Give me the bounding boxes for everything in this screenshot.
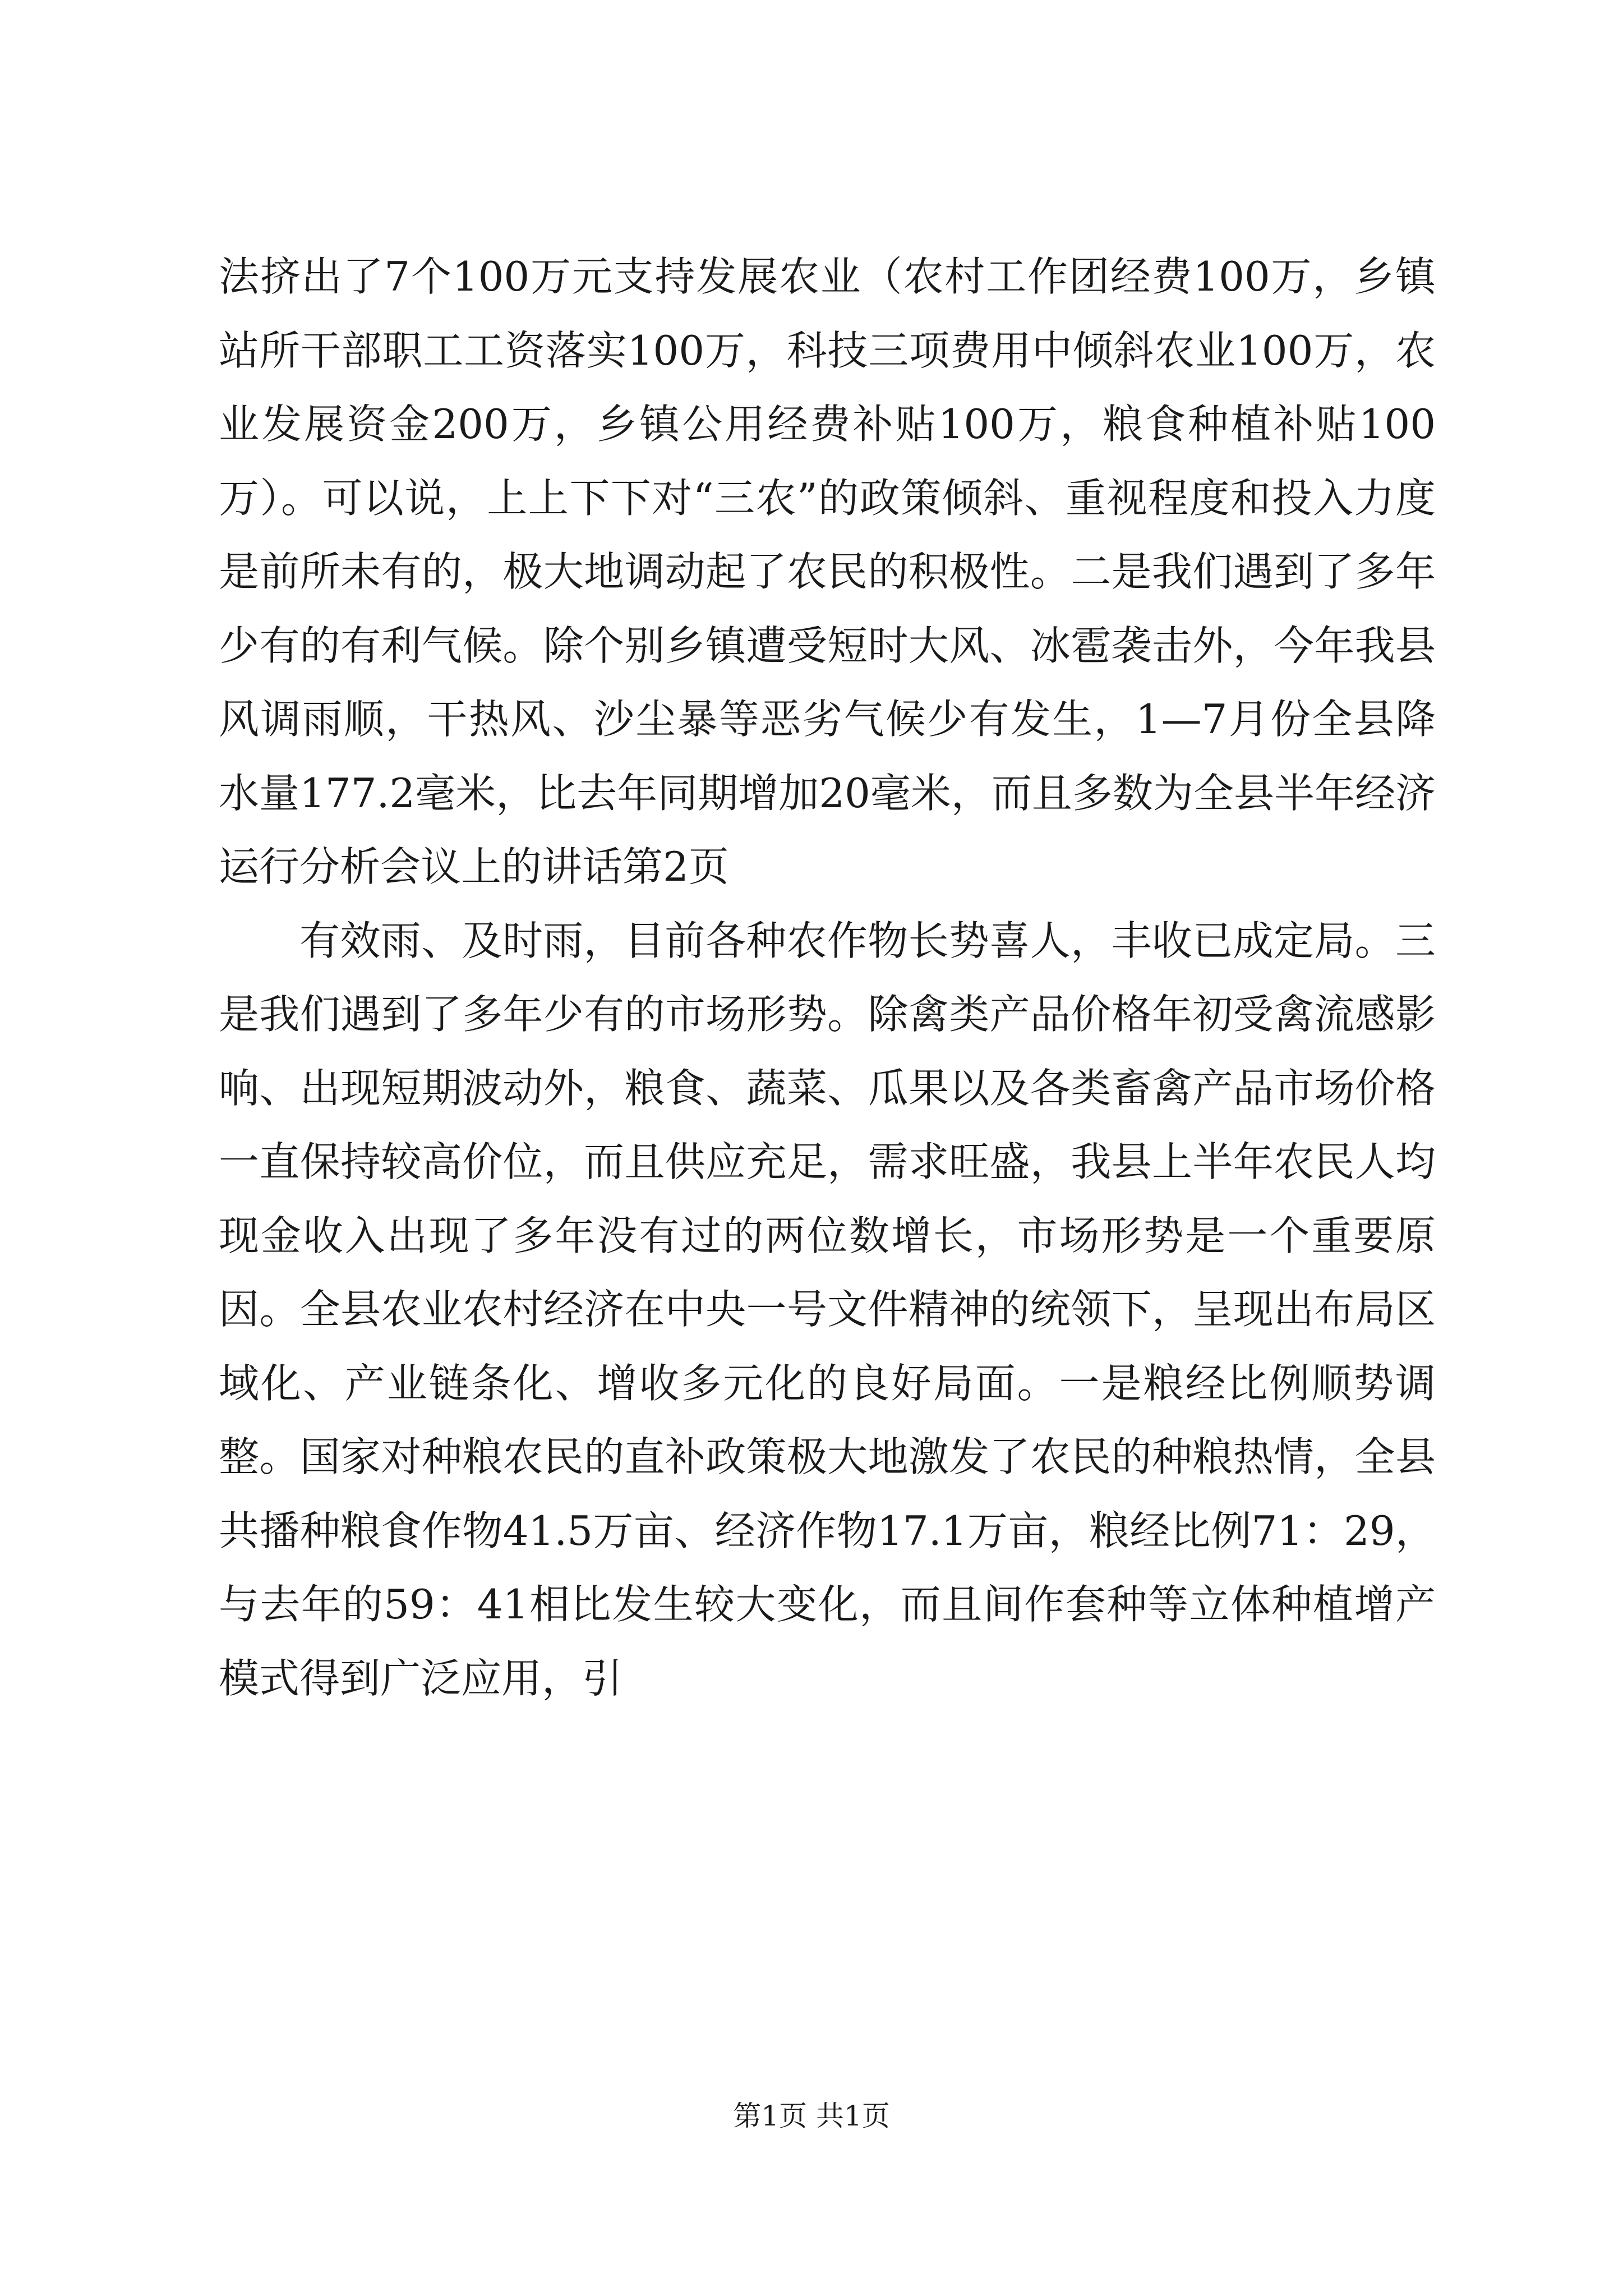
paragraph-1: 法挤出了7个100万元支持发展农业（农村工作团经费100万，乡镇站所干部职工工资落实100万，科技三项费用中倾斜农业100万，农业发展资金200万，乡镇公用经费补贴100万，粮食种植补贴100万）。可以说，上上下下对“三农”的政策倾斜、重视程度和投入力度是前所未有的，极大地调动起了农民的积极性。二是我们遇到了多年少有的有利气候。除个别乡镇遭受短时大风、冰雹袭击外，今年我县风调雨顺，干热风、沙尘暴等恶劣气候少有发生，1—7月份全县降水量177.2毫米，比去年同期增加20毫米，而且多数为全县半年经济运行分析会议上的讲话第2页 (219, 253, 1436, 890)
paragraph-2: 有效雨、及时雨，目前各种农作物长势喜人，丰收已成定局。三是我们遇到了多年少有的市场形势。除禽类产品价格年初受禽流感影响、出现短期波动外，粮食、蔬菜、瓜果以及各类畜禽产品市场价格一直保持较高价位，而且供应充足，需求旺盛，我县上半年农民人均现金收入出现了多年没有过的两位数增长，市场形势是一个重要原因。全县农业农村经济在中央一号文件精神的统领下，呈现出布局区域化、产业链条化、增收多元化的良好局面。一是粮经比例顺势调整。国家对种粮农民的直补政策极大地激发了农民的种粮热情，全县共播种粮食作物41.5万亩、经济作物17.1万亩，粮经比例71：29，与去年的59：41相比发生较大变化，而且间作套种等立体种植增产模式得到广泛应用，引 (219, 917, 1436, 1702)
document-body (219, 240, 1436, 1715)
page-footer: 第1页 共1页 (733, 2100, 890, 2132)
